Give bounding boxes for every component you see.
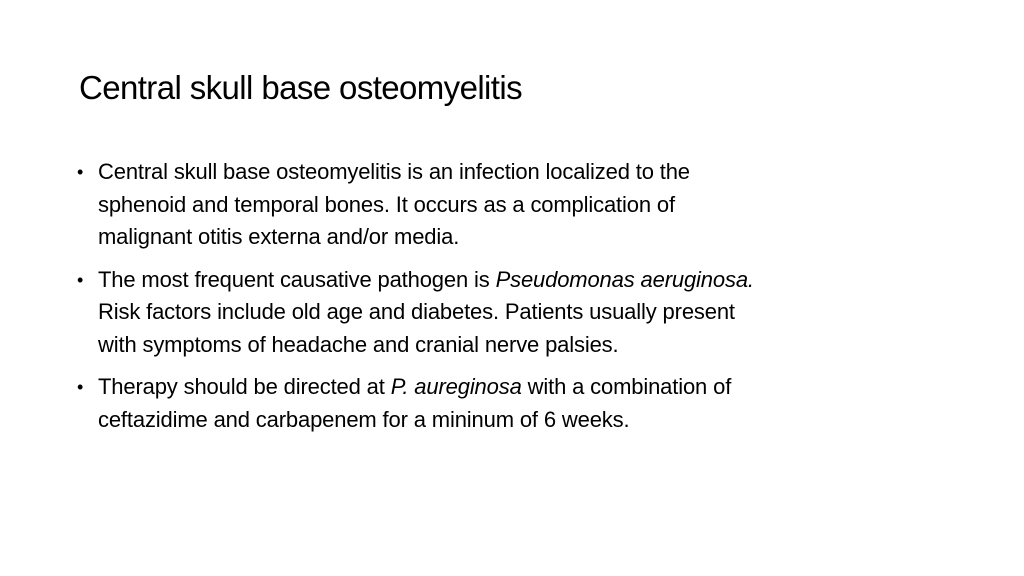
text-segment: Central skull base osteomyelitis is an infection localized to the [98, 159, 690, 184]
text-segment: with symptoms of headache and cranial nerve palsies. [98, 331, 619, 357]
bullet-dot-icon: • [77, 162, 84, 182]
text-segment: with a combination of [521, 374, 732, 399]
text-segment: malignant otitis externa and/or media. [98, 224, 460, 249]
bullet-line [98, 296, 957, 329]
bullet-line [98, 189, 957, 222]
bullet-list [77, 156, 957, 446]
bullet-line [98, 329, 957, 362]
bullet-item [77, 264, 957, 362]
bullet-item [77, 156, 957, 254]
italic-text: Pseudomonas aeruginosa. [495, 266, 754, 292]
bullet-line [98, 404, 957, 437]
bullet-line [98, 264, 957, 297]
text-segment: sphenoid and temporal bones. It occurs as a complication of [98, 191, 675, 217]
italic-text: P. aureginosa [390, 374, 522, 399]
bullet-dot-icon: • [77, 377, 84, 397]
bullet-line [98, 221, 957, 254]
text-segment: Risk factors include old age and diabetes. Patients usually present [98, 299, 735, 324]
text-segment: The most frequent causative pathogen is [98, 266, 496, 292]
bullet-dot-icon: • [77, 269, 84, 290]
text-segment: Therapy should be directed at [98, 374, 391, 399]
bullet-item [77, 371, 957, 436]
slide-title: Central skull base osteomyelitis [79, 69, 522, 106]
text-segment: ceftazidime and carbapenem for a mininum of 6 weeks. [98, 406, 630, 432]
bullet-line [98, 371, 957, 404]
bullet-line [98, 156, 957, 189]
